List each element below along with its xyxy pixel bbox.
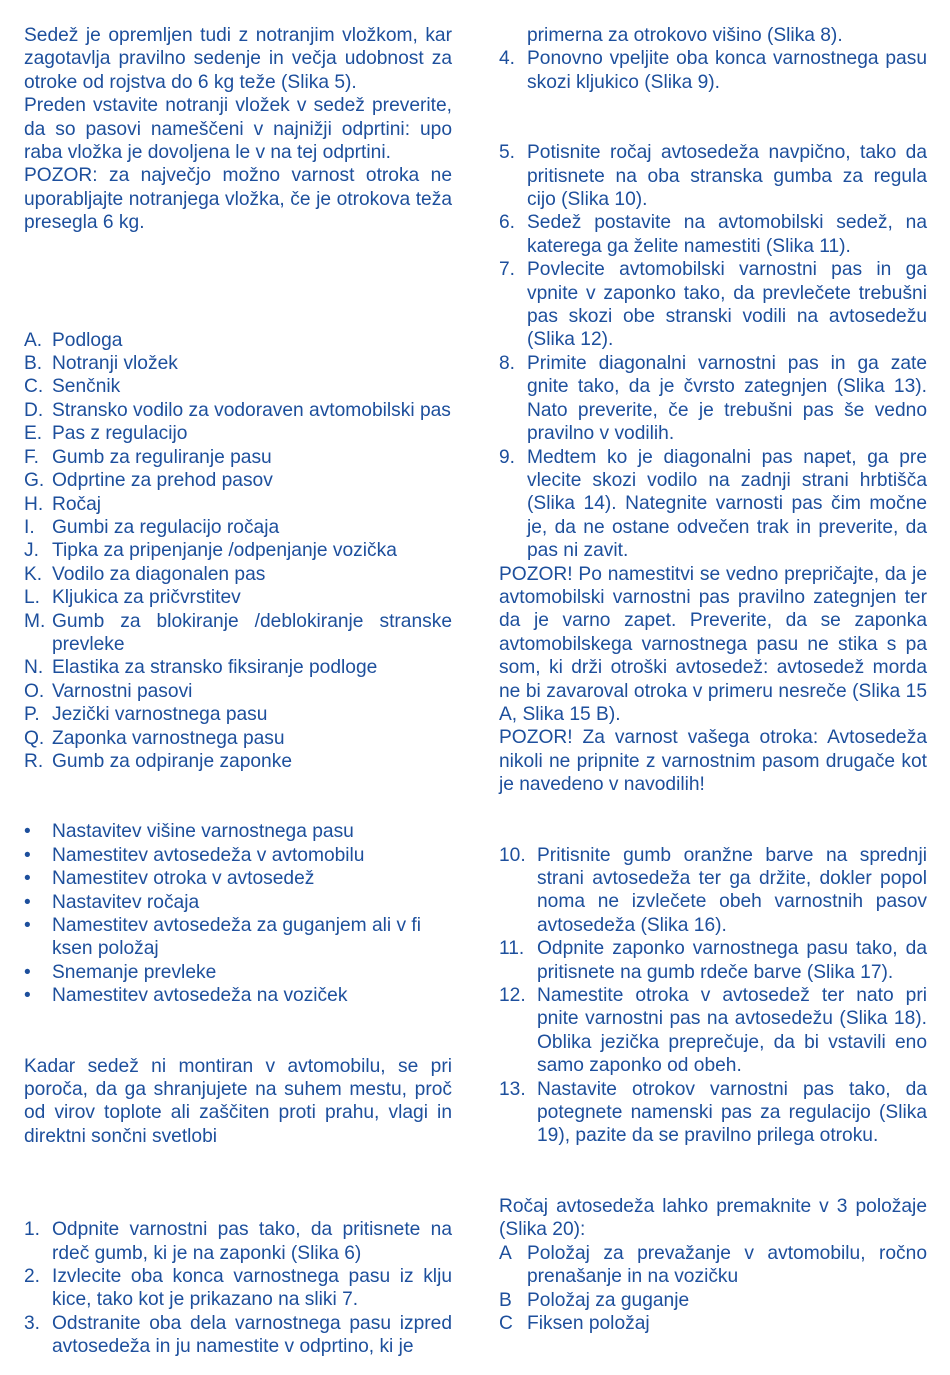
step-number: 2. — [24, 1266, 41, 1288]
handle-intro: Ročaj avtosedeža lahko premaknite v 3 položaje (Slika 20): — [499, 1195, 927, 1241]
left-column — [24, 24, 452, 1359]
parts-item-text: Notranji vložek — [52, 353, 178, 375]
parts-item-label: N. — [24, 657, 44, 679]
parts-item — [24, 329, 452, 352]
step-number: 7. — [499, 259, 516, 281]
step-number: 9. — [499, 446, 516, 468]
parts-item-label: G. — [24, 470, 45, 492]
step-number: 5. — [499, 142, 516, 164]
parts-item — [24, 516, 452, 539]
parts-item-text: Varnostni pasovi — [52, 680, 193, 702]
step-text: Odpnite zaponko varnostnega pasu tako, da pritisnete na gumb rdeče barve (Slika 17). — [537, 938, 927, 983]
step-text: Primite diagonalni varnostni pas in ga zate gnite tako, da je čvrsto zategnjen (Slika 13). Nato preverite, če je trebušni pas še vedno pravilno v vodilih. — [527, 352, 927, 445]
parts-item-label: B. — [24, 353, 43, 375]
parts-list — [24, 329, 452, 774]
step-text: Medtem ko je diagonalni pas napet, ga pre vlecite skozi vodilo na zadnji strani hrbtišča (Slika 14). Nategnite varnosti pas čim močne je, da ne ostane odvečen trak in preverite, da pas ni zavit. — [527, 446, 927, 562]
handle-positions-list — [499, 1242, 927, 1336]
bullet-text: Nastavitev višine varnostnega pasu — [52, 821, 354, 843]
parts-item-text: Pas z regulacijo — [52, 423, 188, 445]
parts-item-text: Ročaj — [52, 493, 102, 515]
step-continuation — [499, 24, 927, 47]
parts-item-text: Gumb za odpiranje zaponke — [52, 750, 292, 772]
bullet-icon: • — [24, 891, 31, 913]
warning-safety: POZOR! Za varnost vašega otroka: Avtosedeža nikoli ne pripnite z varnostnim pasom drugače kot je navedeno v navodilih! — [499, 727, 927, 796]
step-item — [499, 937, 927, 984]
step-text: Pritisnite gumb oranžne barve na sprednji strani avtosedeža ter ga držite, dokler popol noma ne izvlečete obeh varnostnih pasov avtosedeža (Slika 16). — [537, 844, 927, 936]
handle-position-text: Položaj za prevažanje v avtomobilu, ročno prenašanje in na vozičku — [527, 1242, 927, 1288]
step-number: 3. — [24, 1312, 41, 1334]
bullet-text: Nastavitev ročaja — [52, 891, 200, 913]
right-column — [499, 24, 927, 1335]
handle-position-item — [499, 1312, 927, 1335]
storage-paragraph: Kadar sedež ni montiran v avtomobilu, se pri poroča, da ga shranjujete na suhem mestu, proč od virov toplote ali zaščiten proti prahu, vlagi in direktni sončni svetlobi — [24, 1055, 452, 1147]
parts-item-text: Gumb za reguliranje pasu — [52, 446, 272, 468]
step-text: Odpnite varnostni pas tako, da pritisnete na rdeč gumb, ki je na zaponki (Slika 6) — [52, 1219, 452, 1264]
parts-item-text: Podloga — [52, 329, 123, 351]
parts-item-label: D. — [24, 399, 44, 421]
bullet-item — [24, 844, 452, 867]
step-text: Izvlecite oba konca varnostnega pasu iz klju kice, tako kot je prikazano na sliki 7. — [52, 1266, 452, 1311]
parts-item-text: Stransko vodilo za vodoraven avtomobilski pas — [52, 399, 451, 421]
parts-item-text: Gumbi za regulacijo ročaja — [52, 516, 280, 538]
bullet-icon: • — [24, 844, 31, 866]
parts-item-label: J. — [24, 540, 39, 562]
parts-item — [24, 750, 452, 773]
intro-paragraph-1: Sedež je opremljen tudi z notranjim vložkom, kar zagotavlja pravilno sedenje in večja udobnost za otroke od rojstva do 6 kg teže (Slika 5). — [24, 25, 452, 93]
parts-item-label: R. — [24, 750, 44, 772]
step-text: Potisnite ročaj avtosedeža navpično, tako da pritisnete na oba stranska gumba za regula cijo (Slika 10). — [527, 142, 927, 211]
steps-list-installation — [499, 141, 927, 562]
parts-item — [24, 703, 452, 726]
bullet-item — [24, 914, 452, 961]
parts-item — [24, 375, 452, 398]
parts-item — [24, 680, 452, 703]
parts-item — [24, 399, 452, 422]
parts-item-text: Elastika za stransko fiksiranje podloge — [52, 657, 378, 679]
step-text: Namestite otroka v avtosedež ter nato pri pnite varnostni pas na avtosedežu (Slika 18). Oblika jezička preprečuje, da bi vstavili eno samo zaponko od obeh. — [537, 985, 927, 1077]
parts-item-label: E. — [24, 423, 43, 445]
bullet-text: Namestitev avtosedeža na voziček — [52, 985, 348, 1007]
step-number: 8. — [499, 352, 516, 374]
handle-position-item — [499, 1242, 927, 1289]
step-number: 13. — [499, 1078, 526, 1100]
parts-item-text: Vodilo za diagonalen pas — [52, 563, 266, 585]
bullet-text: Namestitev avtosedeža za guganjem ali v fi ksen položaj — [52, 915, 422, 960]
contents-bullet-list — [24, 820, 452, 1007]
step-item — [499, 211, 927, 258]
handle-position-label: B — [499, 1289, 512, 1311]
bullet-icon: • — [24, 821, 31, 843]
step-number: 11. — [499, 938, 525, 960]
bullet-item — [24, 867, 452, 890]
bullet-text: Snemanje prevleke — [52, 961, 217, 983]
bullet-icon: • — [24, 915, 31, 936]
intro-warning: POZOR: za največjo možno varnost otroka ne uporabljajte notranjega vložka, če je otrokova teža presegla 6 kg. — [24, 165, 452, 234]
parts-item — [24, 586, 452, 609]
step-continuation-text: primerna za otrokovo višino (Slika 8). — [527, 25, 843, 46]
step-item — [499, 844, 927, 938]
parts-item-label: O. — [24, 680, 45, 702]
parts-item — [24, 656, 452, 679]
parts-item — [24, 469, 452, 492]
warning-seat-belt: POZOR! Po namestitvi se vedno prepričajte, da je avtomobilski varnostni pas pravilno zategnjen ter da je varno zapet. Preverite, da se zaponka avtomobilskega varnostnega pasu ne stika s pa som, ki drži otroški avtosedež: avtosedež morda ne bi zavaroval otroka v primeru nesreče (Slika 15 A, Slika 15 B). — [499, 563, 927, 725]
parts-item — [24, 539, 452, 562]
bullet-text: Namestitev avtosedeža v avtomobilu — [52, 844, 365, 866]
parts-item-label: Q. — [24, 727, 45, 749]
step-item — [24, 1265, 452, 1312]
handle-position-item — [499, 1289, 927, 1312]
bullet-item — [24, 984, 452, 1007]
handle-position-label: A — [499, 1242, 512, 1264]
parts-item-text: Gumb za blokiranje /deblokiranje stranske prevleke — [52, 610, 452, 655]
parts-item-label: L. — [24, 587, 41, 609]
step-item — [499, 984, 927, 1078]
step-number: 1. — [24, 1219, 41, 1241]
step-number: 10. — [499, 844, 526, 866]
bullet-item — [24, 891, 452, 914]
parts-item-label: K. — [24, 563, 43, 585]
step-item — [24, 1218, 452, 1265]
parts-item-label: P. — [24, 704, 40, 726]
parts-item-text: Odprtine za prehod pasov — [52, 470, 273, 492]
parts-item — [24, 610, 452, 657]
parts-item — [24, 493, 452, 516]
step-item — [499, 352, 927, 446]
parts-item-label: C. — [24, 376, 44, 398]
parts-item — [24, 446, 452, 469]
step-number: 12. — [499, 985, 526, 1007]
step-item — [499, 1078, 927, 1148]
handle-position-label: C — [499, 1312, 513, 1334]
bullet-icon: • — [24, 868, 31, 890]
intro-paragraph-2: Preden vstavite notranji vložek v sedež preverite, da so pasovi nameščeni v najnižji odprtini: upo raba vložka je dovoljena le v na tej odprtini. — [24, 95, 452, 164]
parts-item-text: Senčnik — [52, 376, 121, 398]
step-text: Odstranite oba dela varnostnega pasu izpred avtosedeža in ju namestite v odprtino, ki je — [52, 1312, 452, 1358]
step-text: Nastavite otrokov varnostni pas tako, da potegnete namenski pas za regulacijo (Slika 19), pazite da se pravilno prilega otroku. — [537, 1078, 927, 1147]
parts-item-label: F. — [24, 446, 39, 468]
step-text: Povlecite avtomobilski varnostni pas in ga vpnite v zaponko tako, da prevlečete trebušni pas skozi obe stranski vodili na avtosedežu (Slika 12). — [527, 259, 927, 351]
parts-item-label: H. — [24, 493, 44, 515]
bullet-item — [24, 961, 452, 984]
step-item — [499, 47, 927, 94]
parts-item — [24, 727, 452, 750]
step-item — [499, 258, 927, 352]
steps-list-child — [499, 844, 927, 1148]
handle-position-text: Položaj za guganje — [527, 1289, 690, 1311]
step-number: 4. — [499, 48, 516, 70]
steps-list-left — [24, 1218, 452, 1358]
parts-item-label: M. — [24, 610, 46, 632]
step-item — [499, 141, 927, 211]
parts-item-label: A. — [24, 329, 43, 351]
parts-item-text: Tipka za pripenjanje /odpenjanje vozička — [52, 540, 397, 562]
bullet-icon: • — [24, 961, 31, 983]
step-item — [24, 1312, 452, 1359]
step-text: Ponovno vpeljite oba konca varnostnega pasu skozi kljukico (Slika 9). — [527, 48, 927, 93]
step-number: 6. — [499, 212, 516, 234]
bullet-text: Namestitev otroka v avtosedež — [52, 868, 315, 890]
parts-item — [24, 422, 452, 445]
parts-item-label: I. — [24, 516, 35, 538]
parts-item-text: Kljukica za pričvrstitev — [52, 587, 241, 609]
parts-item-text: Zaponka varnostnega pasu — [52, 727, 285, 749]
step-continuation-indent — [499, 24, 527, 47]
step-text: Sedež postavite na avtomobilski sedež, na katerega ga želite namestiti (Slika 11). — [527, 212, 927, 257]
parts-item — [24, 563, 452, 586]
parts-item — [24, 352, 452, 375]
bullet-icon: • — [24, 985, 31, 1007]
handle-position-text: Fiksen položaj — [527, 1312, 650, 1334]
step-item — [499, 446, 927, 563]
parts-item-text: Jezički varnostnega pasu — [52, 704, 268, 726]
bullet-item — [24, 820, 452, 843]
